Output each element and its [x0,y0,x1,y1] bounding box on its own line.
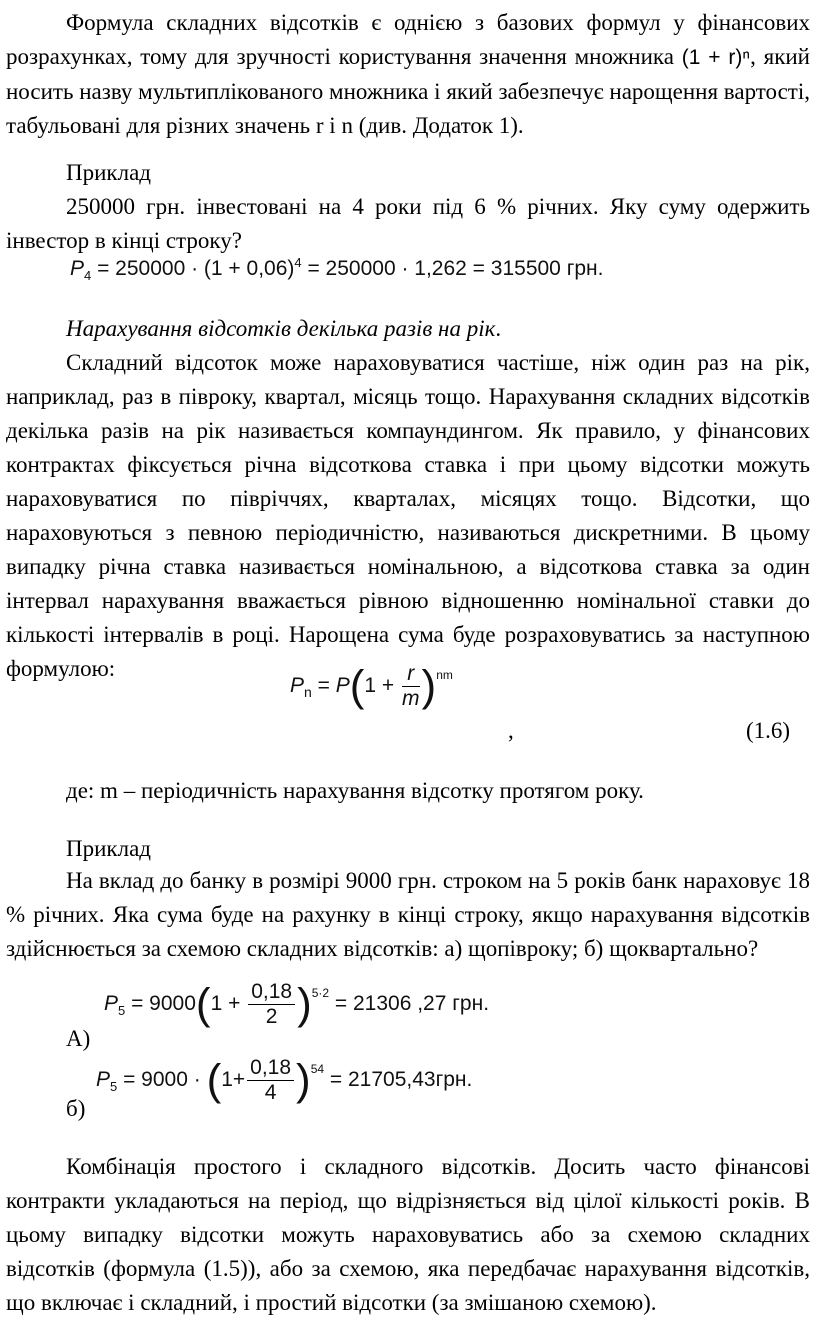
example1-text: 250000 грн. інвестовані на 4 роки під 6 % річних. Яку суму одержить інвестор в кінці строку? [6,194,810,253]
example2-formula-b: $P_5 = 9000 \cdot (1+$ $\frac{0,18}{4}$ )$^{54}$ = 21705,43грн. [96,1055,473,1105]
label-b: б) [66,1096,86,1121]
multiplier-formula: (1 + r)ⁿ [681,46,751,69]
section-heading: Нарахування відсотків декілька разів на рік. [66,316,502,341]
formula-comma: , [508,718,514,743]
example2-heading: Приклад [66,836,151,861]
where-text: де: m – періодичність нарахування відсотку протягом року. [66,778,644,803]
equation-number: (1.6) [746,718,791,743]
final-paragraph: Комбінація простого і складного відсотків. Досить часто фінансові контракти укладаються на період, що відрізняється від цілої кількості років. В цьому випадку відсотки можуть нараховуватись або за схемою складних відсотків (формула (1.5)), або за схемою, яка передбачає нарахування відсотків, що включає і складний, і простий відсотки (за змішаною схемою). [6,1154,810,1315]
formula-1-6: $P_n = P(1$ + $\frac{r}{m}$ )$^{nm}$ [290,661,453,711]
example2-formula-a: $P_5 = 9000(1$ + $\frac{0,18}{2}$ )$^{5\cdot 2}$ = 21306 ,27 грн. [104,979,490,1029]
section-body: Складний відсоток може нараховуватися частіше, ніж один раз на рік, наприклад, раз в півроку, квартал, місяць тощо. Нарахування складних відсотків декілька разів на рік називається компаундингом. Як правило, у фінансових контрактах фіксується річна відсоткова ставка і при цьому відсотки можуть нараховуватися по півріччях, кварталах, місяцях тощо. Відсотки, що нараховуються з певною періодичністю, називаються дискретними. В цьому випадку річна ставка називається номінальною, а відсоткова ставка за один інтервал нарахування вважається рівною відношенню номінальної ставки до кількості інтервалів в році. Нарощена сума буде розраховуватись за наступною формулою: [6,350,810,681]
label-a: А) [66,1026,91,1051]
example1-formula: $P_4 = 250000 \cdot (1 + 0,06)^4 = 250000 \cdot 1,262 = 315500$ грн. [70,255,604,284]
example1-heading: Приклад [66,160,151,185]
example2-text: На вклад до банку в розмірі 9000 грн. строком на 5 років банк нараховує 18 % річних. Яка сума буде на рахунку в кінці строку, якщо нарахування відсотків здійснюється за схемою складних відсотків: а) щопівроку; б) щоквартально? [6,868,810,961]
paragraph-multiplier: Формула складних відсотків є однією з базових формул у фінансових розрахунках, тому для зручності користування значення множника (1 + r)ⁿ, який носить назву мультиплікованого множника і який забезпечує нарощення вартості, табульовані для різних значень r і n (див. Додаток 1). [6,10,810,138]
